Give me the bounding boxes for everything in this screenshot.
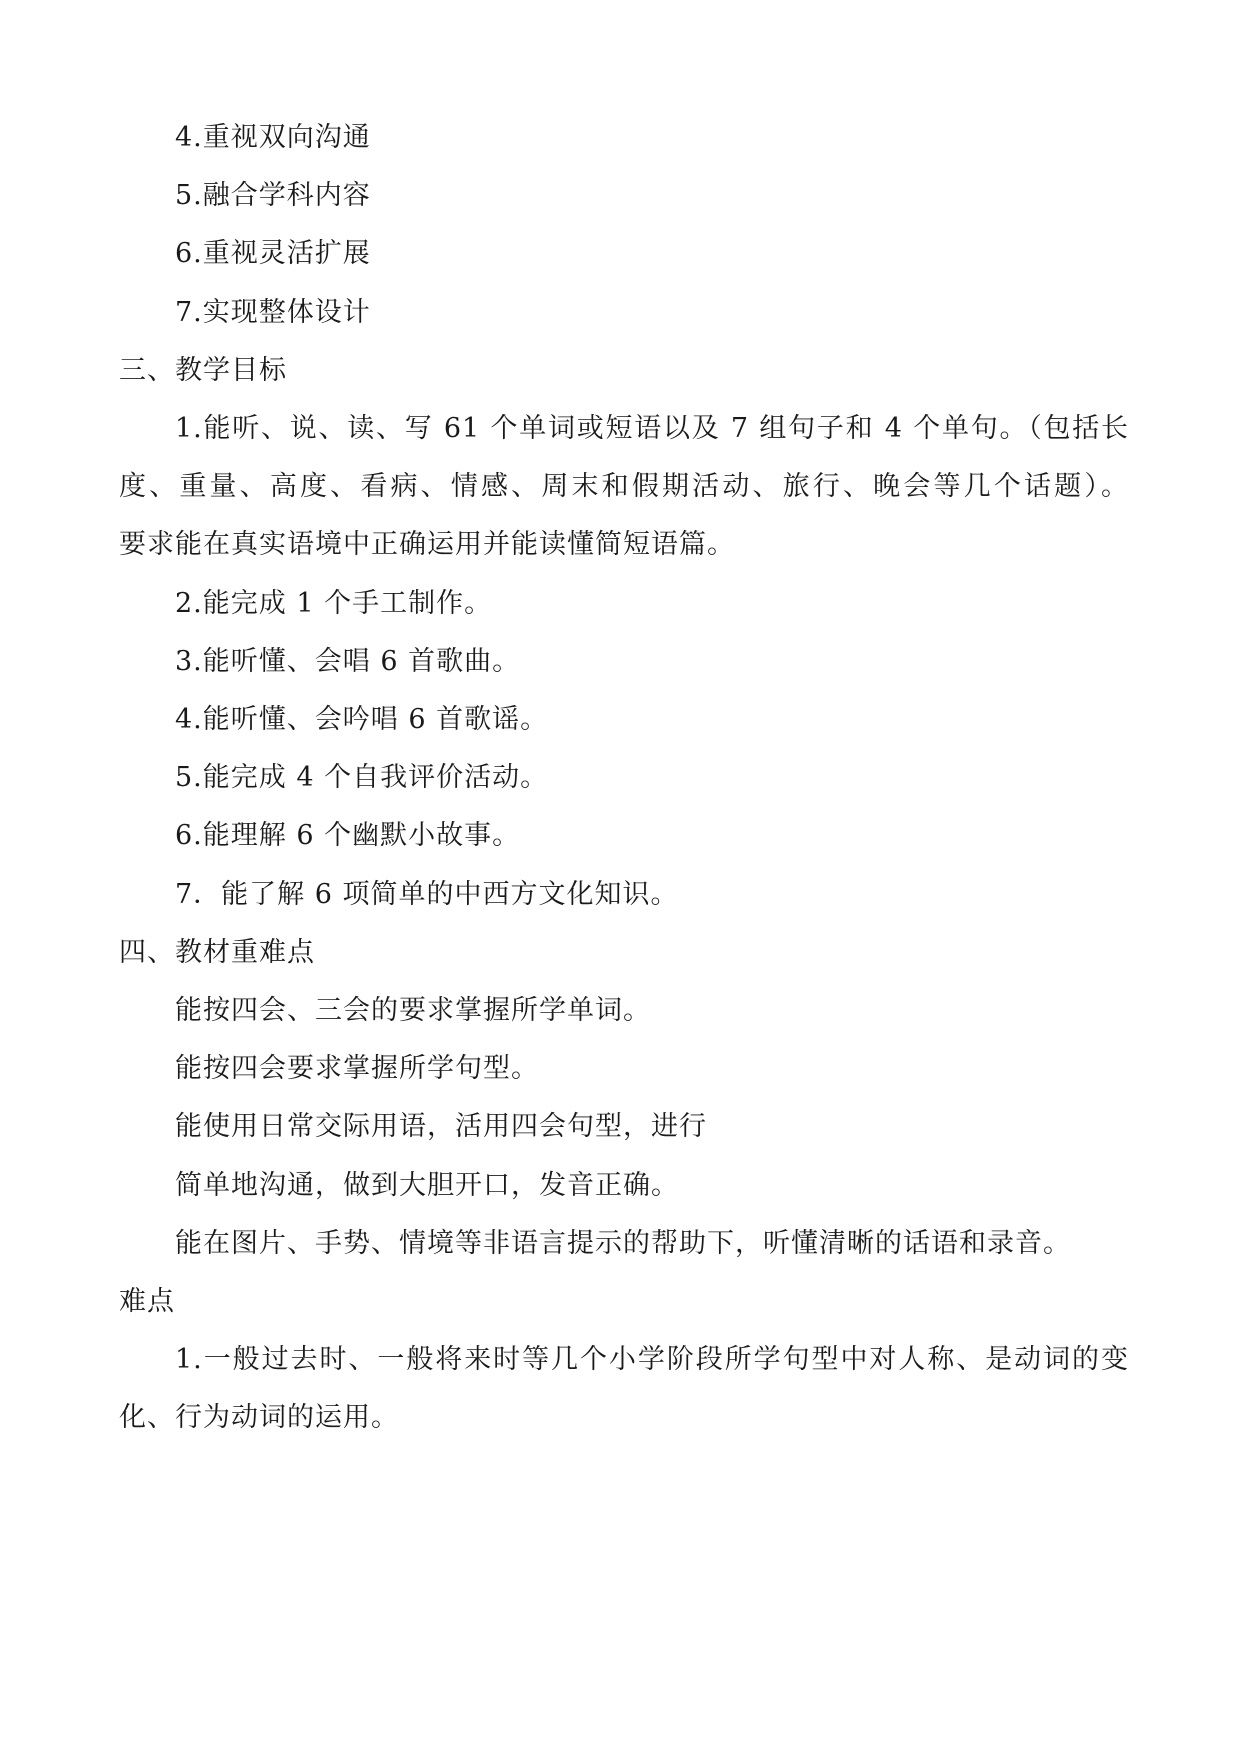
subsection-heading: 难点 <box>119 1286 175 1317</box>
paragraph-line: 能使用日常交际用语，活用四会句型，进行 <box>175 1111 707 1142</box>
section-heading: 三、教学目标 <box>119 355 287 386</box>
list-item: 3.能听懂、会唱 6 首歌曲。 <box>175 646 521 677</box>
paragraph-line: 能在图片、手势、情境等非语言提示的帮助下，听懂清晰的话语和录音。 <box>175 1228 1071 1259</box>
paragraph-line: 度、重量、高度、看病、情感、周末和假期活动、旅行、晚会等几个话题）。 <box>119 471 1129 502</box>
list-item: 7.实现整体设计 <box>175 297 371 328</box>
list-item: 5.能完成 4 个自我评价活动。 <box>175 762 549 793</box>
list-item: 5.融合学科内容 <box>175 180 371 211</box>
list-item: 4.重视双向沟通 <box>175 122 371 153</box>
list-item: 6.能理解 6 个幽默小故事。 <box>175 820 521 851</box>
list-item: 2.能完成 1 个手工制作。 <box>175 588 493 619</box>
paragraph-line: 化、行为动词的运用。 <box>119 1402 399 1433</box>
paragraph-line: 1.能听、说、读、写 61 个单词或短语以及 7 组句子和 4 个单句。（包括长 <box>175 413 1129 444</box>
section-heading: 四、教材重难点 <box>119 937 315 968</box>
paragraph-line: 简单地沟通，做到大胆开口，发音正确。 <box>175 1170 679 1201</box>
list-item: 4.能听懂、会吟唱 6 首歌谣。 <box>175 704 549 735</box>
paragraph-line: 能按四会要求掌握所学句型。 <box>175 1053 539 1084</box>
list-item: 7．能了解 6 项简单的中西方文化知识。 <box>175 879 679 910</box>
paragraph-line: 1.一般过去时、一般将来时等几个小学阶段所学句型中对人称、是动词的变 <box>175 1344 1129 1375</box>
paragraph-line: 能按四会、三会的要求掌握所学单词。 <box>175 995 651 1026</box>
paragraph-line: 要求能在真实语境中正确运用并能读懂简短语篇。 <box>119 529 735 560</box>
list-item: 6.重视灵活扩展 <box>175 238 371 269</box>
